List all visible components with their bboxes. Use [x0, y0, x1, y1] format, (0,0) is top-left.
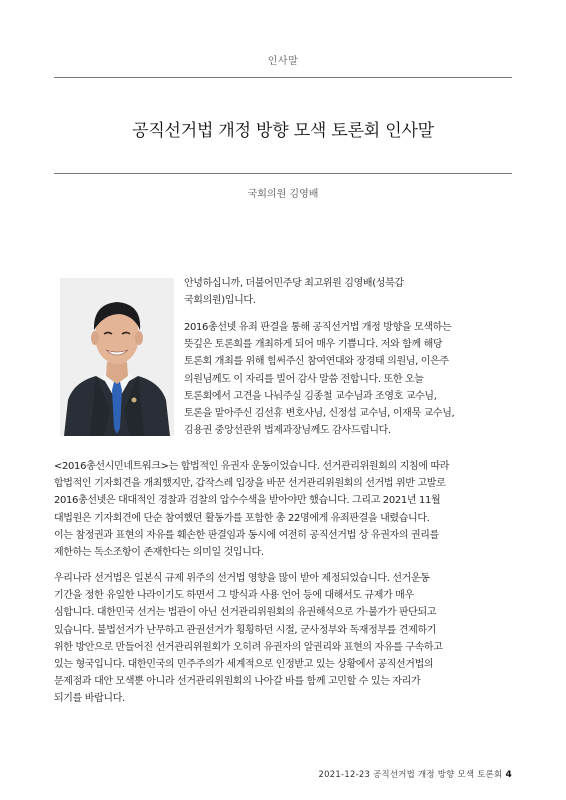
- text-line: 뜻깊은 토론회를 개최하게 되어 매우 기쁩니다. 저와 함께 해당: [184, 339, 443, 351]
- text-line: 위한 방안으로 만들어진 선거관리위원회가 오히려 유권자의 알권리와 표현의 자유를 구속하고: [54, 641, 443, 653]
- text-line: 합법적인 기자회견을 개최했지만, 갑작스레 입장을 바꾼 선거관리위원회의 선거법 위반 고발로: [54, 478, 446, 490]
- text-line: 안녕하십니까, 더불어민주당 최고위원 김영배(성북갑: [184, 278, 404, 289]
- text-line: 토론을 맡아주신 김선휴 변호사님, 신정섭 교수님, 이재묵 교수님,: [184, 408, 455, 420]
- text-line: 이는 참정권과 표현의 자유를 훼손한 판결임과 동시에 여전히 공직선거법 상 유권자의 권리를: [54, 529, 439, 541]
- text-line: 국회의원)입니다.: [184, 295, 256, 307]
- text-line: 대법원은 기자회견에 단순 참여했던 활동가를 포함한 총 22명에게 유죄판결을 내렸습니다.: [54, 512, 430, 524]
- text-line: 2016총선넷은 대대적인 경찰과 검찰의 압수수색을 받아야만 했습니다. 그리고 2021년 11월: [54, 495, 441, 507]
- top-divider: [54, 77, 512, 78]
- page-footer: [318, 768, 512, 780]
- text-line: 제한하는 독소조항이 존재한다는 의미일 것입니다.: [54, 547, 264, 559]
- paragraph-background: [54, 458, 449, 561]
- text-line: 심합니다. 대한민국 선거는 법관이 아닌 선거관리위원회의 유권해석으로 가·불가가 판단되고: [54, 607, 437, 619]
- text-line: 김용권 중앙선관위 법제과장님께도 감사드립니다.: [184, 425, 391, 437]
- title-divider: [54, 173, 512, 174]
- paragraph-greeting: [184, 275, 404, 309]
- text-line: 의원님께도 이 자리를 빌어 감사 말씀 전합니다. 또한 오늘: [184, 373, 424, 385]
- paragraph-thanks: [184, 319, 454, 439]
- page-title: 공직선거법 개정 방향 모색 토론회 인사말: [132, 121, 434, 141]
- text-line: 되기를 바랍니다.: [54, 693, 125, 705]
- text-line: 토론회에서 고견을 나눠주실 김종철 교수님과 조영호 교수님,: [184, 390, 437, 402]
- text-line: 2016총선넷 유죄 판결을 통해 공직선거법 개정 방향을 모색하는: [184, 322, 452, 333]
- text-line: 문제점과 대안 모색뿐 아니라 선거관리위원회의 나아갈 바를 함께 고민할 수 있는 자리가: [54, 676, 421, 688]
- author-line: 국회의원 김영배: [247, 189, 319, 200]
- text-line: <2016총선시민네트워크>는 합법적인 유권자 운동이었습니다. 선거관리위원회의 지침에 따라: [54, 461, 450, 472]
- text-line: 기간을 정한 유일한 나라이기도 하면서 그 방식과 사용 언어 등에 대해서도 규제가 매우: [54, 590, 414, 602]
- text-line: 있습니다. 불법선거가 난무하고 관권선거가 횡횡하던 시절, 군사정부와 독재정부를 견제하기: [54, 624, 437, 636]
- portrait-illustration: [60, 278, 174, 436]
- page-number: 4: [505, 770, 512, 780]
- portrait-photo: [60, 278, 174, 436]
- section-label: 인사말: [267, 56, 299, 67]
- footer-text: 2021-12-23 공직선거법 개정 방향 모색 토론회: [318, 769, 503, 779]
- text-line: 토론회 개최를 위해 힘써주신 참여연대와 장경태 의원님, 이은주: [184, 356, 449, 368]
- text-line: 있는 형국입니다. 대한민국의 민주주의가 세계적으로 인정받고 있는 상황에서 공직선거법의: [54, 659, 434, 671]
- text-line: 우리나라 선거법은 일본식 규제 위주의 선거법 영향을 많이 받아 제정되었습니다. 선거운동: [54, 573, 430, 584]
- paragraph-election-law: [54, 570, 443, 708]
